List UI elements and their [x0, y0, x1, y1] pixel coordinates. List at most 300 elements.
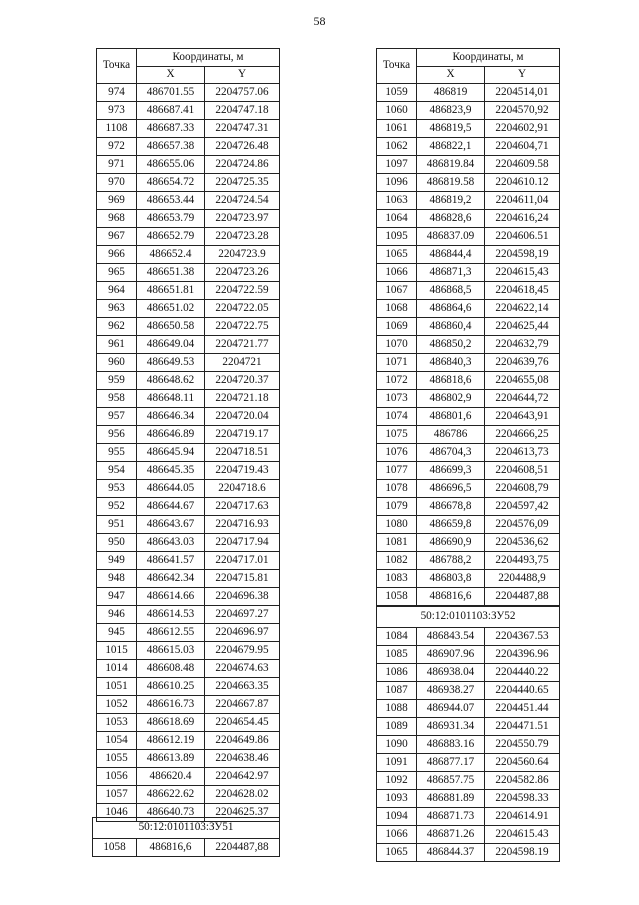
- point-number: 969: [97, 192, 137, 210]
- coord-y: 2204488,9: [485, 570, 560, 588]
- table-row: [377, 408, 560, 426]
- point-number: 961: [97, 336, 137, 354]
- coord-y: 2204611,04: [485, 192, 560, 210]
- point-number: 949: [97, 552, 137, 570]
- table-row: [97, 192, 280, 210]
- coord-x: 486801,6: [417, 408, 485, 426]
- coord-y: 2204718.6: [205, 480, 280, 498]
- coord-y: 2204570,92: [485, 102, 560, 120]
- coord-x: 486877.17: [417, 754, 485, 772]
- table-row: [97, 570, 280, 588]
- coord-x: 486850,2: [417, 336, 485, 354]
- coord-x: 486837.09: [417, 228, 485, 246]
- coord-y: 2204598.19: [485, 844, 560, 862]
- table-row: [377, 174, 560, 192]
- coord-x: 486659,8: [417, 516, 485, 534]
- coord-x: 486644.05: [137, 480, 205, 498]
- point-number: 946: [97, 606, 137, 624]
- coord-y: 2204625.37: [205, 804, 280, 822]
- table-row: [97, 336, 280, 354]
- coord-x: 486819.58: [417, 174, 485, 192]
- coord-y: 2204723.28: [205, 228, 280, 246]
- table-row: [97, 408, 280, 426]
- point-number: 1062: [377, 138, 417, 156]
- table-row: [97, 462, 280, 480]
- point-number: 957: [97, 408, 137, 426]
- coord-x: 486823,9: [417, 102, 485, 120]
- coord-y: 2204642.97: [205, 768, 280, 786]
- coord-x: 486871,3: [417, 264, 485, 282]
- table-row: [377, 664, 560, 682]
- coord-y: 2204720.04: [205, 408, 280, 426]
- coord-y: 2204721.18: [205, 390, 280, 408]
- coord-x: 486818,6: [417, 372, 485, 390]
- table-row: [377, 772, 560, 790]
- coord-y: 2204514,01: [485, 84, 560, 102]
- coord-y: 2204718.51: [205, 444, 280, 462]
- coord-x: 486620.4: [137, 768, 205, 786]
- table-row: [377, 264, 560, 282]
- point-number: 965: [97, 264, 137, 282]
- coord-y: 2204628.02: [205, 786, 280, 804]
- table-row: [377, 570, 560, 588]
- point-number: 1097: [377, 156, 417, 174]
- coord-y: 2204719.43: [205, 462, 280, 480]
- point-number: 1082: [377, 552, 417, 570]
- coord-x: 486613.89: [137, 750, 205, 768]
- table-row: [97, 786, 280, 804]
- coord-y: 2204615.43: [485, 826, 560, 844]
- point-number: 1081: [377, 534, 417, 552]
- table-row: [97, 480, 280, 498]
- table-row: [377, 336, 560, 354]
- coord-y: 2204722.05: [205, 300, 280, 318]
- point-number: 1060: [377, 102, 417, 120]
- point-number: 1089: [377, 718, 417, 736]
- point-number: 1063: [377, 192, 417, 210]
- table-row: [97, 120, 280, 138]
- point-number: 1051: [97, 678, 137, 696]
- point-number: 1072: [377, 372, 417, 390]
- coord-y: 2204550.79: [485, 736, 560, 754]
- coord-x: 486840,3: [417, 354, 485, 372]
- table-row: [97, 714, 280, 732]
- point-number: 1058: [93, 839, 137, 857]
- coord-y: 2204724.54: [205, 192, 280, 210]
- coord-y: 2204582.86: [485, 772, 560, 790]
- table-row: [377, 354, 560, 372]
- coord-x: 486868,5: [417, 282, 485, 300]
- coord-x: 486690,9: [417, 534, 485, 552]
- point-number: 968: [97, 210, 137, 228]
- coord-y: 2204610.12: [485, 174, 560, 192]
- coord-x: 486819,5: [417, 120, 485, 138]
- coord-y: 2204598.33: [485, 790, 560, 808]
- table-row: [377, 426, 560, 444]
- coord-y: 2204644,72: [485, 390, 560, 408]
- point-number: 1080: [377, 516, 417, 534]
- coord-y: 2204663.35: [205, 678, 280, 696]
- header-y: Y: [205, 66, 280, 84]
- coord-y: 2204654.45: [205, 714, 280, 732]
- table-row: [97, 156, 280, 174]
- table-row: [97, 768, 280, 786]
- point-number: 1056: [97, 768, 137, 786]
- table-row: [377, 228, 560, 246]
- table-row: [97, 552, 280, 570]
- coord-x: 486646.34: [137, 408, 205, 426]
- coord-x: 486871.26: [417, 826, 485, 844]
- table-row: [97, 246, 280, 264]
- coord-y: 2204613,73: [485, 444, 560, 462]
- point-number: 1077: [377, 462, 417, 480]
- table-row: [377, 790, 560, 808]
- coord-y: 2204719.17: [205, 426, 280, 444]
- coord-x: 486704,3: [417, 444, 485, 462]
- coord-x: 486871.73: [417, 808, 485, 826]
- coord-y: 2204717.01: [205, 552, 280, 570]
- table-row: [97, 264, 280, 282]
- coord-y: 2204471.51: [485, 718, 560, 736]
- point-number: 1108: [97, 120, 137, 138]
- point-number: 964: [97, 282, 137, 300]
- point-number: 1075: [377, 426, 417, 444]
- table-row: [377, 102, 560, 120]
- coord-x: 486648.62: [137, 372, 205, 390]
- coord-y: 2204696.38: [205, 588, 280, 606]
- coord-x: 486699,3: [417, 462, 485, 480]
- coord-y: 2204643,91: [485, 408, 560, 426]
- coord-x: 486612.19: [137, 732, 205, 750]
- table-row: [377, 84, 560, 102]
- coord-x: 486907.96: [417, 646, 485, 664]
- table-row: [97, 642, 280, 660]
- coord-y: 2204697.27: [205, 606, 280, 624]
- coord-y: 2204367.53: [485, 628, 560, 646]
- table-row: [377, 192, 560, 210]
- point-number: 1096: [377, 174, 417, 192]
- coord-x: 486645.94: [137, 444, 205, 462]
- coord-x: 486802,9: [417, 390, 485, 408]
- coordinates-table-right: [376, 48, 560, 606]
- table-row: [377, 246, 560, 264]
- coord-y: 2204725.35: [205, 174, 280, 192]
- coord-x: 486615.03: [137, 642, 205, 660]
- table-row: [377, 120, 560, 138]
- point-number: 1064: [377, 210, 417, 228]
- point-number: 959: [97, 372, 137, 390]
- coord-x: 486608.48: [137, 660, 205, 678]
- coord-y: 2204723.26: [205, 264, 280, 282]
- coord-y: 2204717.63: [205, 498, 280, 516]
- point-number: 1078: [377, 480, 417, 498]
- page-number: 58: [313, 14, 326, 28]
- coord-x: 486614.66: [137, 588, 205, 606]
- coord-y: 2204696.97: [205, 624, 280, 642]
- coord-x: 486614.53: [137, 606, 205, 624]
- header-x: X: [417, 66, 485, 84]
- table-row: [97, 354, 280, 372]
- header-x: X: [137, 66, 205, 84]
- coord-x: 486844.37: [417, 844, 485, 862]
- table-row: [97, 174, 280, 192]
- table-row: [377, 588, 560, 606]
- point-number: 1084: [377, 628, 417, 646]
- parcel-table-zu52: [376, 606, 560, 862]
- coord-y: 2204757.06: [205, 84, 280, 102]
- coord-y: 2204721.77: [205, 336, 280, 354]
- table-row: [97, 606, 280, 624]
- point-number: 950: [97, 534, 137, 552]
- table-row: [97, 588, 280, 606]
- point-number: 971: [97, 156, 137, 174]
- coord-x: 486819,2: [417, 192, 485, 210]
- point-number: 966: [97, 246, 137, 264]
- point-number: 951: [97, 516, 137, 534]
- table-row: [377, 826, 560, 844]
- point-number: 955: [97, 444, 137, 462]
- coord-x: 486651.81: [137, 282, 205, 300]
- point-number: 1076: [377, 444, 417, 462]
- point-number: 972: [97, 138, 137, 156]
- table-row: [93, 839, 280, 857]
- coord-y: 2204560.64: [485, 754, 560, 772]
- coord-y: 2204622,14: [485, 300, 560, 318]
- point-number: 1014: [97, 660, 137, 678]
- coord-x: 486612.55: [137, 624, 205, 642]
- coord-y: 2204722.59: [205, 282, 280, 300]
- coord-y: 2204717.94: [205, 534, 280, 552]
- coord-x: 486650.58: [137, 318, 205, 336]
- table-row: [97, 516, 280, 534]
- table-row: [377, 444, 560, 462]
- table-row: [377, 282, 560, 300]
- table-row: [97, 696, 280, 714]
- coord-x: 486648.11: [137, 390, 205, 408]
- coord-x: 486622.62: [137, 786, 205, 804]
- table-row: [97, 732, 280, 750]
- coord-y: 2204597,42: [485, 498, 560, 516]
- point-number: 1086: [377, 664, 417, 682]
- point-number: 1046: [97, 804, 137, 822]
- table-row: [377, 300, 560, 318]
- coord-y: 2204638.46: [205, 750, 280, 768]
- coord-y: 2204723.97: [205, 210, 280, 228]
- table-row: [377, 138, 560, 156]
- point-number: 1093: [377, 790, 417, 808]
- table-row: [377, 844, 560, 862]
- coord-x: 486883.16: [417, 736, 485, 754]
- point-number: 1052: [97, 696, 137, 714]
- point-number: 962: [97, 318, 137, 336]
- point-number: 1066: [377, 264, 417, 282]
- coord-x: 486788,2: [417, 552, 485, 570]
- table-row: [377, 372, 560, 390]
- coord-y: 2204720.37: [205, 372, 280, 390]
- coord-x: 486655.06: [137, 156, 205, 174]
- coord-x: 486657.38: [137, 138, 205, 156]
- coord-y: 2204598,19: [485, 246, 560, 264]
- coord-y: 2204440.22: [485, 664, 560, 682]
- coord-x: 486653.44: [137, 192, 205, 210]
- coord-y: 2204655,08: [485, 372, 560, 390]
- coord-x: 486931.34: [417, 718, 485, 736]
- coord-y: 2204604,71: [485, 138, 560, 156]
- parcel-title: 50:12:0101103:ЗУ51: [93, 818, 280, 839]
- table-row: [97, 624, 280, 642]
- coord-x: 486860,4: [417, 318, 485, 336]
- coord-x: 486864,6: [417, 300, 485, 318]
- coord-y: 2204487,88: [485, 588, 560, 606]
- table-row: [97, 372, 280, 390]
- table-row: [97, 390, 280, 408]
- coord-y: 2204722.75: [205, 318, 280, 336]
- coord-y: 2204674.63: [205, 660, 280, 678]
- point-number: 1065: [377, 246, 417, 264]
- coord-x: 486822,1: [417, 138, 485, 156]
- point-number: 1061: [377, 120, 417, 138]
- coord-y: 2204679.95: [205, 642, 280, 660]
- point-number: 1066: [377, 826, 417, 844]
- point-number: 967: [97, 228, 137, 246]
- table-row: [97, 498, 280, 516]
- table-row: [377, 516, 560, 534]
- coord-y: 2204639,76: [485, 354, 560, 372]
- coord-x: 486642.34: [137, 570, 205, 588]
- table-row: [377, 718, 560, 736]
- coord-x: 486651.38: [137, 264, 205, 282]
- coord-y: 2204618,45: [485, 282, 560, 300]
- coord-x: 486944.07: [417, 700, 485, 718]
- coord-y: 2204451.44: [485, 700, 560, 718]
- coord-x: 486610.25: [137, 678, 205, 696]
- coord-y: 2204615,43: [485, 264, 560, 282]
- point-number: 1053: [97, 714, 137, 732]
- point-number: 1091: [377, 754, 417, 772]
- table-row: [97, 750, 280, 768]
- point-number: 1079: [377, 498, 417, 516]
- coord-x: 486701.55: [137, 84, 205, 102]
- coord-y: 2204666,25: [485, 426, 560, 444]
- point-number: 1074: [377, 408, 417, 426]
- coord-y: 2204726.48: [205, 138, 280, 156]
- point-number: 1055: [97, 750, 137, 768]
- table-row: [97, 444, 280, 462]
- coord-y: 2204606.51: [485, 228, 560, 246]
- header-y: Y: [485, 66, 560, 84]
- point-number: 1087: [377, 682, 417, 700]
- point-number: 1088: [377, 700, 417, 718]
- coord-y: 2204493,75: [485, 552, 560, 570]
- point-number: 963: [97, 300, 137, 318]
- table-row: [377, 318, 560, 336]
- coord-x: 486644.67: [137, 498, 205, 516]
- header-point: Точка: [97, 49, 137, 84]
- point-number: 1094: [377, 808, 417, 826]
- point-number: 954: [97, 462, 137, 480]
- header-coords: Координаты, м: [417, 49, 560, 67]
- table-row: [377, 156, 560, 174]
- coordinates-table-left: [96, 48, 280, 822]
- point-number: 973: [97, 102, 137, 120]
- coord-x: 486857.75: [417, 772, 485, 790]
- table-row: [377, 210, 560, 228]
- point-number: 947: [97, 588, 137, 606]
- coord-x: 486881.89: [417, 790, 485, 808]
- coord-x: 486643.03: [137, 534, 205, 552]
- coord-y: 2204667.87: [205, 696, 280, 714]
- point-number: 1057: [97, 786, 137, 804]
- coord-x: 486786: [417, 426, 485, 444]
- coord-x: 486678,8: [417, 498, 485, 516]
- table-row: [97, 102, 280, 120]
- table-row: [97, 318, 280, 336]
- coord-x: 486819: [417, 84, 485, 102]
- point-number: 953: [97, 480, 137, 498]
- coord-y: 2204747.18: [205, 102, 280, 120]
- table-row: [377, 462, 560, 480]
- coord-x: 486696,5: [417, 480, 485, 498]
- point-number: 1071: [377, 354, 417, 372]
- coord-y: 2204608,79: [485, 480, 560, 498]
- coord-y: 2204724.86: [205, 156, 280, 174]
- table-row: [377, 700, 560, 718]
- point-number: 1073: [377, 390, 417, 408]
- table-row: [377, 736, 560, 754]
- table-row: [377, 534, 560, 552]
- table-row: [377, 754, 560, 772]
- point-number: 1095: [377, 228, 417, 246]
- coord-x: 486652.4: [137, 246, 205, 264]
- coord-x: 486646.89: [137, 426, 205, 444]
- coord-y: 2204576,09: [485, 516, 560, 534]
- point-number: 1067: [377, 282, 417, 300]
- table-row: [97, 138, 280, 156]
- table-row: [377, 552, 560, 570]
- point-number: 956: [97, 426, 137, 444]
- coord-x: 486649.04: [137, 336, 205, 354]
- coord-x: 486649.53: [137, 354, 205, 372]
- coord-y: 2204747.31: [205, 120, 280, 138]
- coord-y: 2204625,44: [485, 318, 560, 336]
- coord-y: 2204721: [205, 354, 280, 372]
- point-number: 1059: [377, 84, 417, 102]
- table-row: [97, 210, 280, 228]
- coord-x: 486816,6: [417, 588, 485, 606]
- table-row: [377, 628, 560, 646]
- coord-y: 2204608,51: [485, 462, 560, 480]
- coord-y: 2204715.81: [205, 570, 280, 588]
- point-number: 952: [97, 498, 137, 516]
- point-number: 1085: [377, 646, 417, 664]
- point-number: 958: [97, 390, 137, 408]
- coord-x: 486652.79: [137, 228, 205, 246]
- coord-x: 486651.02: [137, 300, 205, 318]
- coord-x: 486816,6: [137, 839, 205, 857]
- point-number: 970: [97, 174, 137, 192]
- table-row: [377, 498, 560, 516]
- coord-x: 486844,4: [417, 246, 485, 264]
- table-row: [377, 682, 560, 700]
- coord-x: 486687.41: [137, 102, 205, 120]
- table-row: [97, 228, 280, 246]
- coord-x: 486843.54: [417, 628, 485, 646]
- coord-x: 486687.33: [137, 120, 205, 138]
- coord-y: 2204487,88: [205, 839, 280, 857]
- coord-y: 2204536,62: [485, 534, 560, 552]
- table-row: [97, 534, 280, 552]
- coord-y: 2204649.86: [205, 732, 280, 750]
